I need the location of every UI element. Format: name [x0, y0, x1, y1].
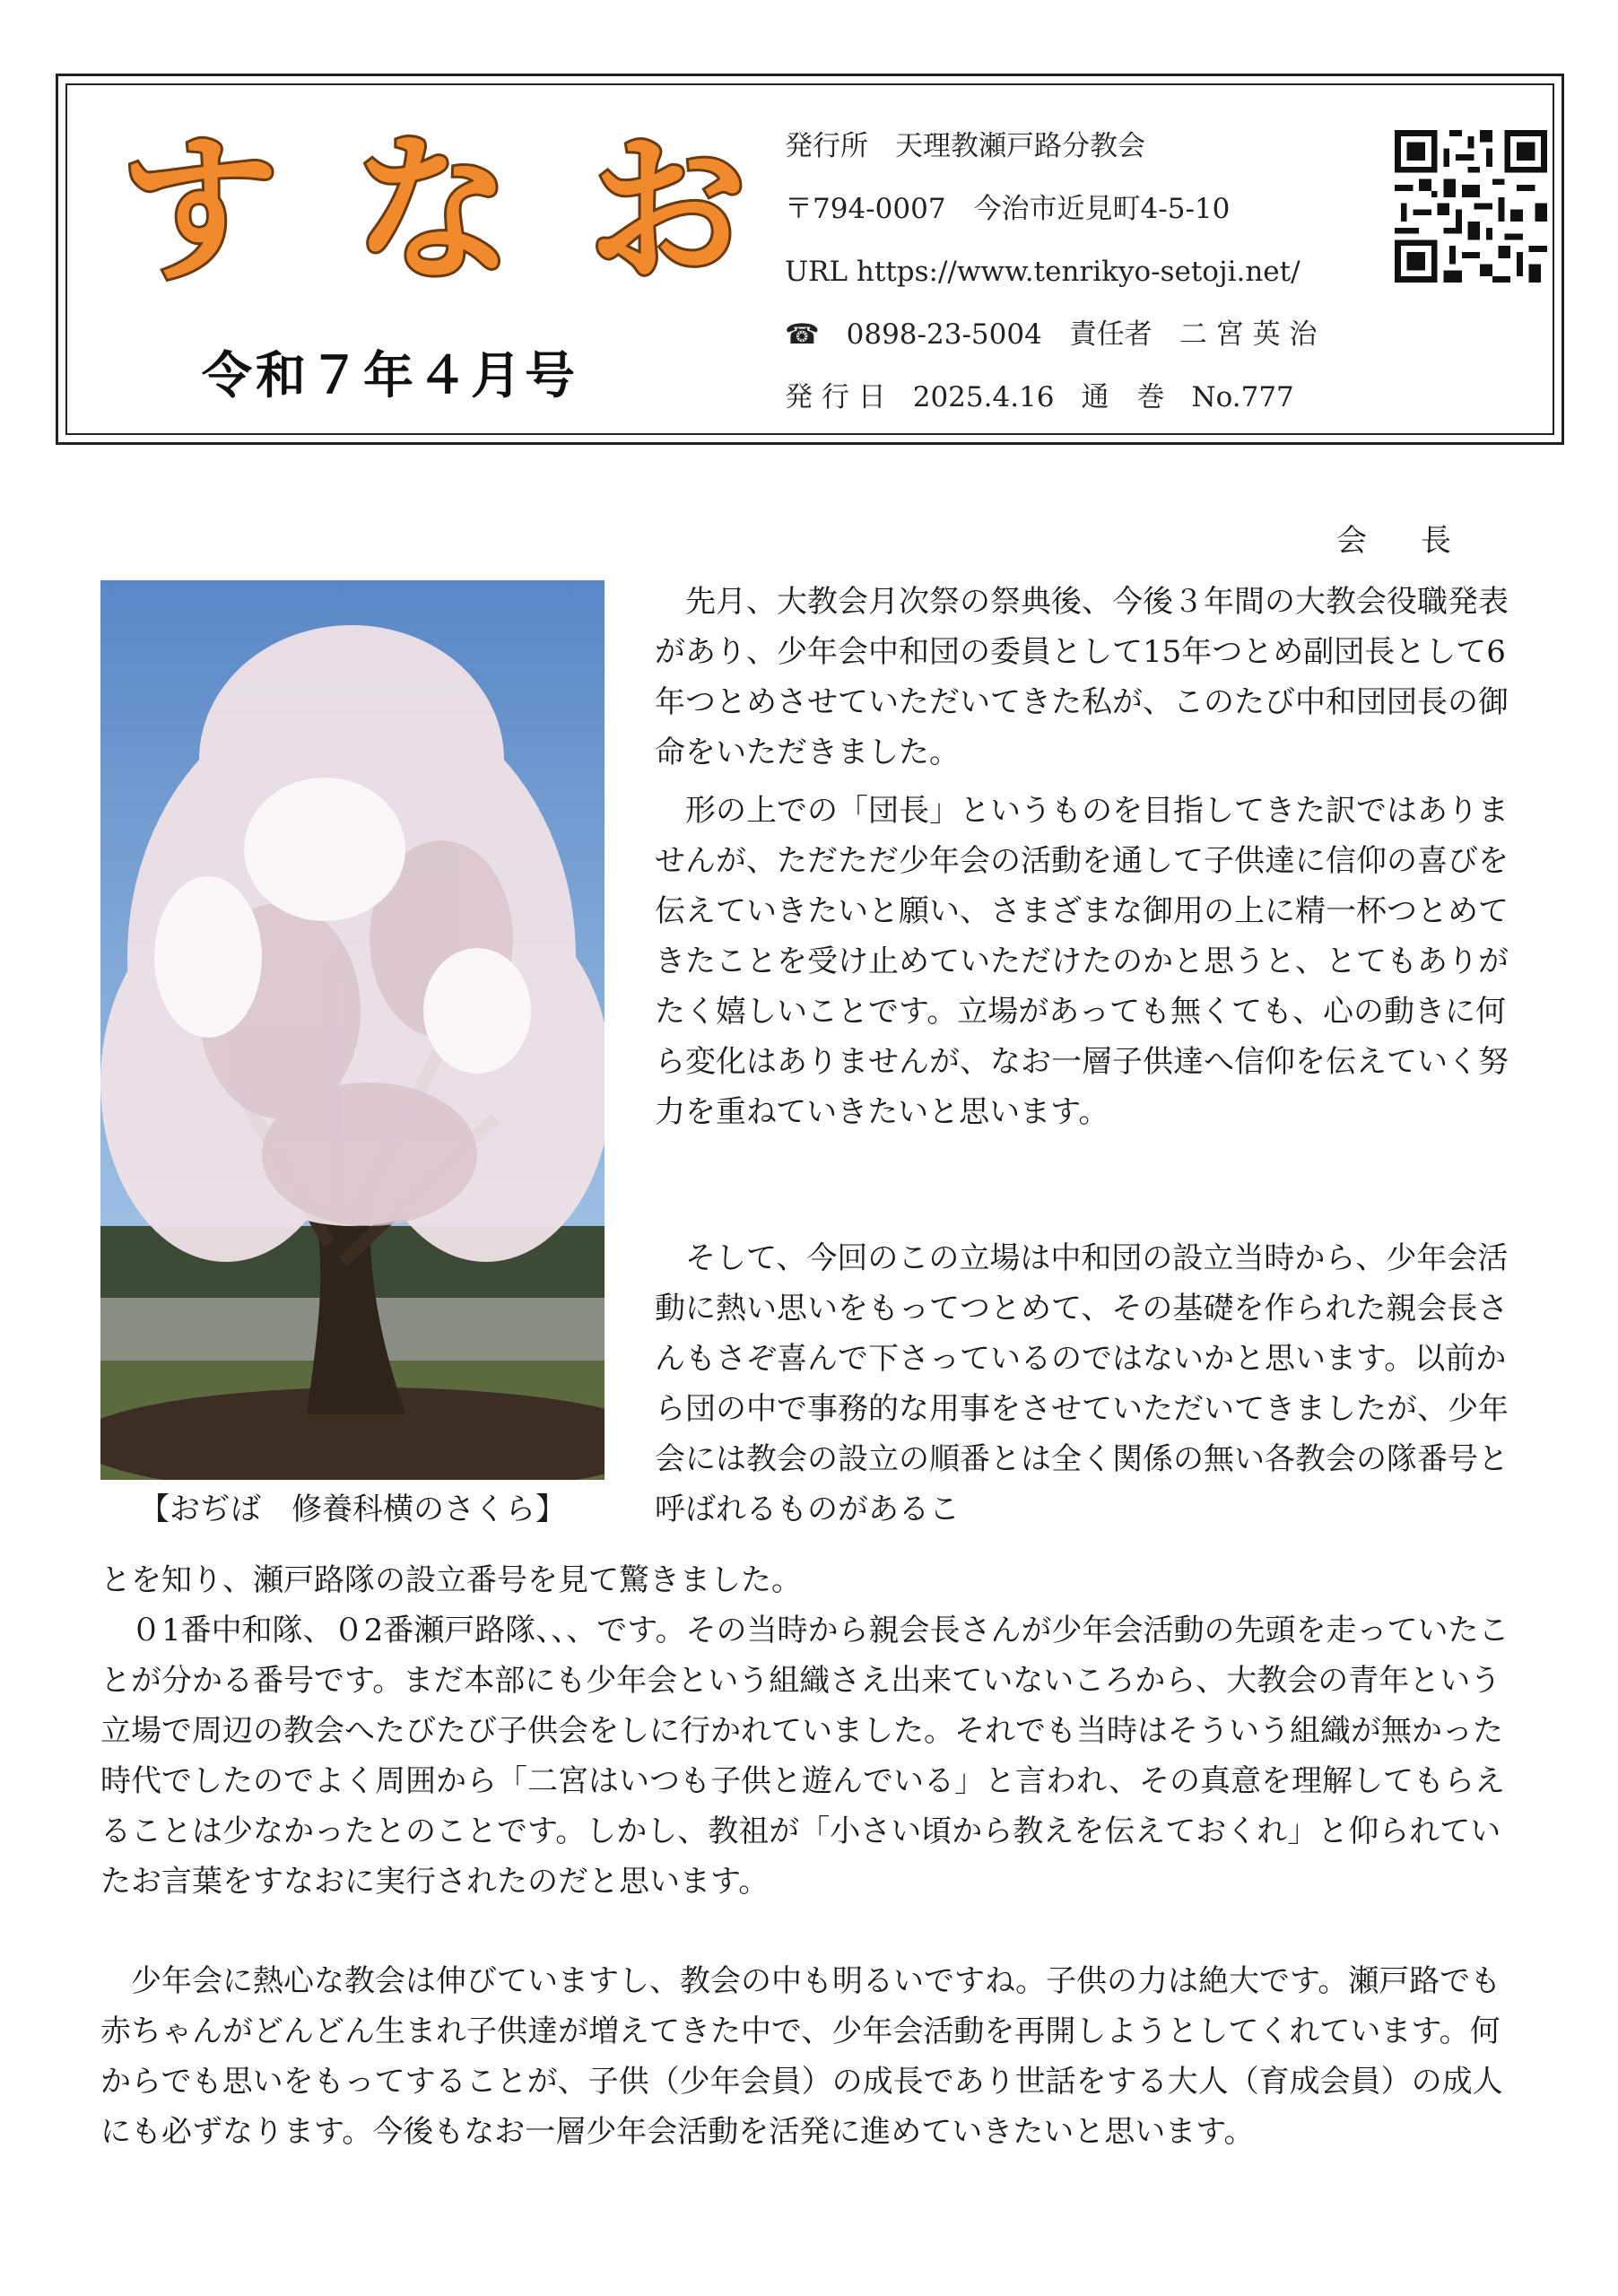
url-link[interactable]: URL https://www.tenrikyo-setoji.net/ — [785, 256, 1300, 288]
publisher-label: 発行所 — [785, 130, 868, 162]
person-label: 責任者 — [1068, 318, 1153, 351]
date-line — [785, 372, 1344, 435]
issue-date: 2025.4.16 — [912, 381, 1055, 413]
paragraph-2: 形の上での「団長」というものを目指してきた訳ではありませんが、ただただ少年会の活動を通して子供達に信仰の喜びを伝えていきたいと願い、さまざまな御用の上に精一杯つとめてきたことを受け止めていただけたのかと思うと、とてもありがたく嬉しいことです。立場があっても無くても、心の動きに何ら変化はありませんが、なお一層子供達へ信仰を伝えていく努力を重ねていきたいと思います。 — [655, 793, 1509, 1130]
paragraph-3: そして、今回のこの立場は中和団の設立当時から、少年会活動に熱い思いをもってつとめて、その基礎を作られた親会長さんもさぞ喜んで下さっているのではないかと思います。以前から団の中で事務的な用事をさせていただいてきましたが、少年会には教会の設立の順番とは全く関係の無い各教会の隊番号と呼ばれるものがあるこ — [655, 1240, 1509, 1527]
issue-title: 令和７年４月号 — [202, 346, 578, 405]
cherry-tree-photo — [100, 580, 605, 1480]
publisher-info — [785, 121, 1344, 435]
qr-code-icon[interactable] — [1395, 130, 1547, 283]
masthead-frame — [56, 74, 1564, 445]
paragraph-4: ０1番中和隊、０2番瀬戸路隊、、、です。その当時から親会長さんが少年会活動の先頭を走っていたことが分かる番号です。まだ本部にも少年会という組織さえ出来ていないころから、大教会の青年という立場で周辺の教会へたびたび子供会をしに行かれていました。それでも当時はそういう組織が無かった時代でしたのでよく周囲から「二宮はいつも子供と遊んでいる」と言われ、その真意を理解してもらえることは少なかったとのことです。しかし、教祖が「小さい頃から教えを伝えておくれ」と仰られていたお言葉をすなおに実行されたのだと思います。 — [100, 1613, 1509, 1900]
paragraph-3-continued: とを知り、瀬戸路隊の設立番号を見て驚きました。 — [100, 1562, 802, 1598]
address-line: 〒794-0007 今治市近見町4-5-10 — [785, 193, 1231, 225]
person-name: 二 宮 英 治 — [1179, 318, 1318, 351]
paragraph-5: 少年会に熱心な教会は伸びていますし、教会の中も明るいですね。子供の力は絶大です。瀬戸路でも赤ちゃんがどんどん生まれ子供達が増えてきた中で、少年会活動を再開しようとしてくれています。何からでも思いをもってすることが、子供（少年会員）の成長であり世話をする大人（育成会員）の成人にも必ずなります。今後もなお一層少年会活動を活発に進めていきたいと思います。 — [100, 1963, 1503, 2150]
logo-char: お — [587, 117, 747, 303]
phone-line — [785, 309, 1344, 372]
phone-number: 0898-23-5004 — [846, 318, 1042, 351]
paragraph-1: 先月、大教会月次祭の祭典後、今後３年間の大教会役職発表があり、少年会中和団の委員として15年つとめ副団長として6年つとめさせていただいてきた私が、このたび中和団団長の御命をいただきました。 — [655, 584, 1509, 770]
telephone-icon: ☎ — [785, 318, 820, 351]
masthead-inner-frame — [65, 83, 1554, 435]
author-title: 会長 — [1336, 523, 1505, 559]
photo-caption: 【おぢば 修養科横のさくら】 — [139, 1492, 566, 1527]
publisher-line — [785, 121, 1344, 184]
newsletter-logo — [119, 117, 747, 303]
logo-char: な — [353, 117, 513, 303]
volume-number: No.777 — [1191, 381, 1294, 413]
volume-label: 通 巻 — [1081, 381, 1165, 413]
publisher-name: 天理教瀬戸路分教会 — [895, 130, 1145, 162]
date-label: 発 行 日 — [785, 381, 886, 413]
logo-char: す — [119, 117, 279, 303]
